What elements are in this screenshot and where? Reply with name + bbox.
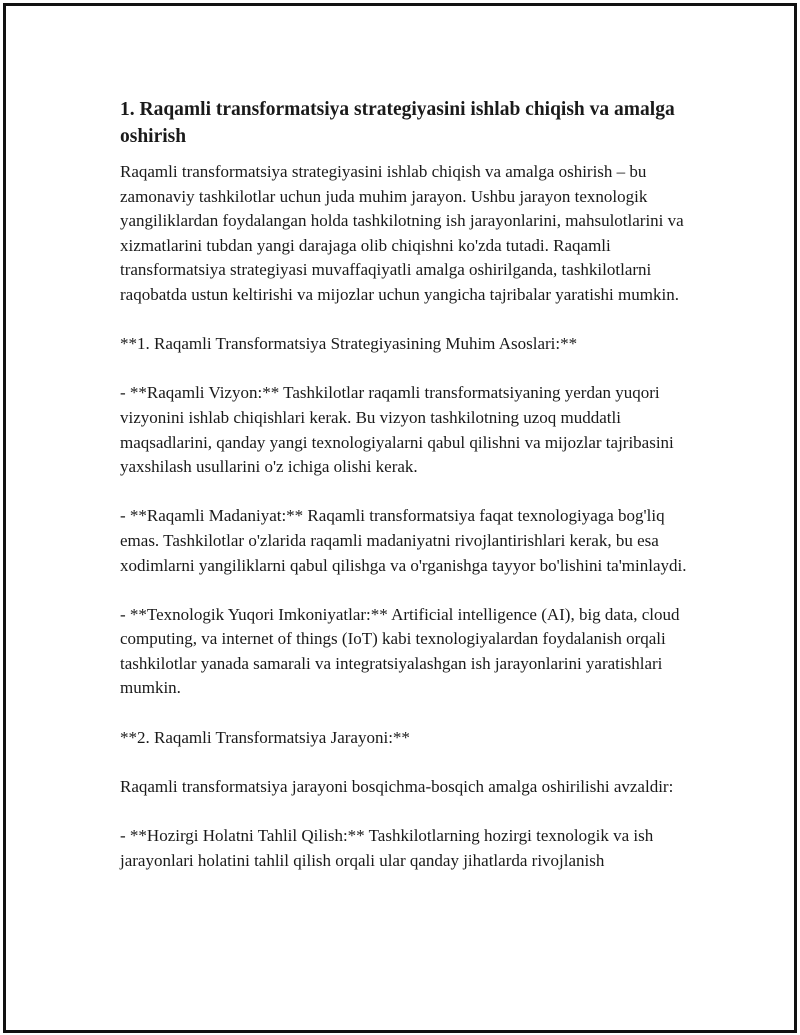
list-item-current-state: - **Hozirgi Holatni Tahlil Qilish:** Tashkilotlarning hozirgi texnologik va ish jarayonlari holatini tahlil qilish orqali ular qanday jihatlarda rivojlanish: [120, 826, 654, 870]
intro-paragraph: Raqamli transformatsiya strategiyasini ishlab chiqish va amalga oshirish – bu zamonaviy tashkilotlar uchun juda muhim jarayon. Ushbu jarayon texnologik yangiliklardan foydalangan holda tashkilotning ish jarayonlarini, mahsulotlarini va xizmatlarini tubdan yangi darajaga olib chiqishni ko'zda tutadi. Raqamli transformatsiya strategiyasi muvaffaqiyatli amalga oshirilganda, tashkilotlarni raqobatda ustun keltirishi va mijozlar uchun yangicha tajribalar yaratishi mumkin.: [120, 162, 684, 304]
section-heading-1: **1. Raqamli Transformatsiya Strategiyasining Muhim Asoslari:**: [120, 334, 578, 354]
section-heading-2: **2. Raqamli Transformatsiya Jarayoni:**: [120, 727, 410, 747]
list-item-culture: - **Raqamli Madaniyat:** Raqamli transformatsiya faqat texnologiyaga bog'liq emas. Tashkilotlar o'zlarida raqamli madaniyatni rivojlantirishlari kerak, bu esa xodimlarni yangiliklarni qabul qilishga va o'rganishga tayyor bo'lishini ta'minlaydi.: [120, 506, 687, 575]
document-title: 1. Raqamli transformatsiya strategiyasini ishlab chiqish va amalga oshirish: [120, 99, 675, 147]
document-page: [3, 3, 797, 1033]
list-item-vision: - **Raqamli Vizyon:** Tashkilotlar raqamli transformatsiyaning yerdan yuqori vizyonini ishlab chiqishlari kerak. Bu vizyon tashkilotning uzoq muddatli maqsadlarini, qanday yangi texnologiyalarni qabul qilishni va mijozlar tajribasini yaxshilash usullarini o'z ichiga olishi kerak.: [120, 383, 674, 477]
process-intro-paragraph: Raqamli transformatsiya jarayoni bosqichma-bosqich amalga oshirilishi avzaldir:: [120, 776, 674, 796]
document-body: [120, 96, 695, 898]
list-item-technology: - **Texnologik Yuqori Imkoniyatlar:** Artificial intelligence (AI), big data, cloud computing, va internet of things (IoT) kabi texnologiyalardan foydalanish orqali tashkilotlar yanada samarali va integratsiyalashgan ish jarayonlarini yaratishlari mumkin.: [120, 604, 680, 698]
